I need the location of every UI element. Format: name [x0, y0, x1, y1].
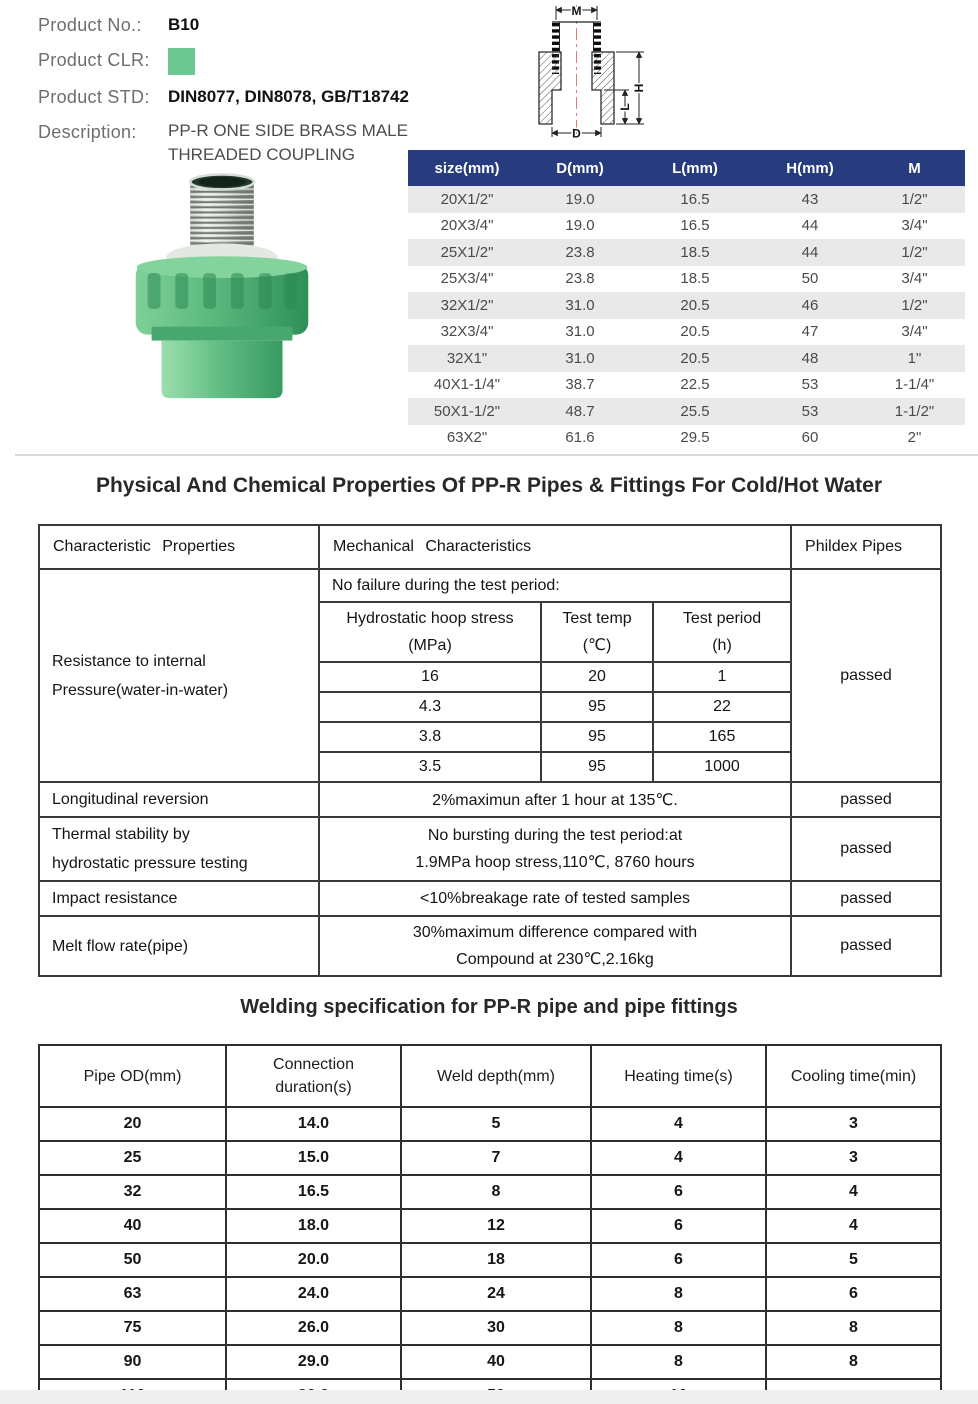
body-cylinder [162, 341, 283, 399]
row-desc: 2%maximun after 1 hour at 135℃. [319, 782, 791, 817]
subheader-line: (℃) [582, 637, 612, 654]
table-cell: 44 [801, 243, 819, 261]
properties-section-title: Physical And Chemical Properties Of PP-R Pipes & Fittings For Cold/Hot Water [95, 474, 883, 497]
header-line: Heating time(s) [624, 1067, 733, 1085]
table-cell: 30 [401, 1311, 591, 1345]
table-cell: 20X1/2" [440, 190, 494, 208]
table-cell: 32 [39, 1175, 226, 1209]
col-header-characteristic: Characteristic Properties [39, 525, 319, 569]
table-cell: 23.8 [565, 243, 595, 261]
table-row [408, 239, 965, 266]
table-cell: 8 [591, 1277, 766, 1311]
dim-label-l: L [618, 103, 632, 111]
table-cell: 50 [39, 1243, 226, 1277]
table-cell: 18.0 [226, 1209, 401, 1243]
table-cell: 32X1/2" [440, 296, 494, 314]
col-header-cooling-time [766, 1045, 941, 1107]
table-cell: 16.5 [226, 1175, 401, 1209]
table-row [39, 1345, 941, 1379]
resistance-label [39, 569, 319, 782]
page-footer-bar [0, 1390, 978, 1404]
longitudinal-row [39, 782, 941, 817]
size-table-header-row [408, 150, 965, 186]
table-cell: 44 [801, 217, 819, 235]
resistance-label-line-2: Pressure(water-in-water) [52, 681, 229, 699]
table-row [39, 1209, 941, 1243]
desc-line: 30%maximum difference compared with [412, 924, 698, 941]
table-row [39, 1277, 941, 1311]
table-cell: 1/2" [901, 296, 928, 314]
col-header-mechanical: Mechanical Characteristics [319, 525, 791, 569]
row-desc [319, 817, 791, 881]
collar-step [152, 327, 293, 341]
body-wall-right [592, 52, 614, 124]
table-cell: 31.0 [565, 349, 595, 367]
welding-table [38, 1044, 942, 1404]
table-cell: 32X1" [446, 349, 488, 367]
table-row [408, 186, 965, 213]
subheader-hoop-stress [319, 602, 541, 662]
col-header-l: L(mm) [672, 159, 718, 177]
table-cell: 23.8 [565, 270, 595, 288]
row-result: passed [791, 782, 941, 817]
table-row [408, 292, 965, 319]
table-cell: 6 [591, 1243, 766, 1277]
table-row [408, 372, 965, 399]
table-cell: 48.7 [565, 402, 595, 420]
col-header-m: M [908, 159, 921, 177]
product-no-label: Product No.: [38, 15, 142, 35]
table-cell: 19.0 [565, 190, 595, 208]
table-cell: 31.0 [565, 296, 595, 314]
row-label: Impact resistance [39, 881, 319, 916]
table-cell: 1/2" [901, 190, 928, 208]
table-cell: 63X2" [446, 429, 488, 447]
description-label: Description: [38, 122, 137, 142]
label-line: hydrostatic pressure testing [52, 855, 248, 872]
table-cell: 95 [541, 722, 653, 752]
table-cell: 15.0 [226, 1141, 401, 1175]
col-header-pipe-od [39, 1045, 226, 1107]
table-cell: 8 [401, 1175, 591, 1209]
row-desc: <10%breakage rate of tested samples [319, 881, 791, 916]
desc-line: Compound at 230℃,2.16kg [456, 951, 654, 968]
table-cell: 20X3/4" [440, 217, 494, 235]
table-row [39, 1243, 941, 1277]
table-cell: 4 [591, 1107, 766, 1141]
col-header-connection-duration [226, 1045, 401, 1107]
thermal-row [39, 817, 941, 881]
resistance-result: passed [791, 569, 941, 782]
properties-header-row [39, 525, 941, 569]
table-cell: 53 [801, 402, 819, 420]
table-row [39, 1141, 941, 1175]
description-value [168, 119, 408, 167]
table-cell: 29.0 [226, 1345, 401, 1379]
col-header-weld-depth [401, 1045, 591, 1107]
table-cell: 26.0 [226, 1311, 401, 1345]
col-header-heating-time [591, 1045, 766, 1107]
label-line: Thermal stability by [52, 826, 190, 843]
table-row [408, 213, 965, 240]
table-cell: 31.0 [565, 323, 595, 341]
table-cell: 40 [401, 1345, 591, 1379]
subheader-line: Hydrostatic hoop stress [346, 610, 514, 627]
header-line: Connection [273, 1056, 354, 1073]
table-cell: 2" [907, 429, 922, 447]
table-cell: 3 [766, 1141, 941, 1175]
table-row [408, 345, 965, 372]
resistance-label-line-1: Resistance to internal [52, 652, 206, 670]
table-cell: 18 [401, 1243, 591, 1277]
table-cell: 8 [766, 1345, 941, 1379]
table-row [408, 398, 965, 425]
table-cell: 6 [591, 1209, 766, 1243]
row-label: Melt flow rate(pipe) [39, 916, 319, 976]
product-no-row [38, 12, 508, 38]
row-desc [319, 916, 791, 976]
table-cell: 3.5 [319, 752, 541, 782]
table-cell: 53 [801, 376, 819, 394]
table-cell: 75 [39, 1311, 226, 1345]
table-row [408, 266, 965, 293]
table-cell: 25X3/4" [440, 270, 494, 288]
table-cell: 1-1/4" [894, 376, 935, 394]
product-clr-row [38, 47, 508, 75]
properties-table [38, 524, 942, 977]
resistance-condition: No failure during the test period: [319, 569, 791, 602]
row-label: Longitudinal reversion [39, 782, 319, 817]
table-cell: 43 [801, 190, 819, 208]
table-cell: 3 [766, 1107, 941, 1141]
table-cell: 6 [766, 1277, 941, 1311]
table-cell: 46 [801, 296, 819, 314]
table-cell: 19.0 [565, 217, 595, 235]
table-cell: 1" [907, 349, 922, 367]
table-cell: 1 [653, 662, 791, 692]
product-color-swatch [168, 48, 195, 75]
table-cell: 20.0 [226, 1243, 401, 1277]
table-cell: 14.0 [226, 1107, 401, 1141]
table-cell: 18.5 [680, 270, 710, 288]
dimension-diagram [516, 0, 676, 148]
welding-header-row [39, 1045, 941, 1107]
table-cell: 38.7 [565, 376, 595, 394]
knurl-slot [284, 273, 297, 309]
knurl-slot [259, 273, 272, 309]
table-cell: 4.3 [319, 692, 541, 722]
knurl-slot [203, 273, 216, 309]
table-cell: 16 [319, 662, 541, 692]
table-cell: 5 [401, 1107, 591, 1141]
subheader-line: (h) [712, 637, 732, 654]
desc-line: 1.9MPa hoop stress,110℃, 8760 hours [415, 854, 695, 871]
table-row [39, 1311, 941, 1345]
table-cell: 4 [591, 1141, 766, 1175]
product-clr-label: Product CLR: [38, 50, 150, 70]
dim-label-m: M [571, 4, 582, 18]
body-wall-left [539, 52, 561, 124]
table-cell: 22.5 [680, 376, 710, 394]
header-line: Weld depth(mm) [437, 1067, 555, 1085]
table-cell: 32X3/4" [440, 323, 494, 341]
table-row [408, 319, 965, 346]
subheader-line: (MPa) [408, 637, 452, 654]
table-cell: 8 [591, 1345, 766, 1379]
table-cell: 3/4" [901, 217, 928, 235]
table-cell: 16.5 [680, 217, 710, 235]
table-row [39, 1107, 941, 1141]
bore-hole [198, 177, 246, 187]
table-cell: 25X1/2" [440, 243, 494, 261]
table-cell: 29.5 [680, 429, 710, 447]
table-cell: 50 [801, 270, 819, 288]
product-std-value: DIN8077, DIN8078, GB/T18742 [168, 87, 409, 106]
table-cell: 40 [39, 1209, 226, 1243]
table-cell: 90 [39, 1345, 226, 1379]
row-result: passed [791, 881, 941, 916]
table-cell: 12 [401, 1209, 591, 1243]
table-cell: 1/2" [901, 243, 928, 261]
subheader-line: Test period [682, 610, 762, 627]
knurl-slot [231, 273, 244, 309]
thread-ridges [190, 186, 253, 251]
header-line: Pipe OD(mm) [83, 1067, 182, 1085]
knurl-slot [175, 273, 188, 309]
subheader-line: Test temp [562, 610, 632, 627]
desc-line: No bursting during the test period:at [427, 827, 683, 844]
table-cell: 40X1-1/4" [433, 376, 501, 394]
welding-section-title: Welding specification for PP-R pipe and pipe fittings [240, 996, 738, 1018]
impact-row [39, 881, 941, 916]
table-cell: 95 [541, 752, 653, 782]
table-cell: 20.5 [680, 349, 710, 367]
knurl-slot [148, 273, 161, 309]
table-cell: 25 [39, 1141, 226, 1175]
product-std-label: Product STD: [38, 87, 150, 107]
col-header-size: size(mm) [434, 159, 500, 177]
table-cell: 8 [591, 1311, 766, 1345]
table-cell: 50X1-1/2" [433, 402, 501, 420]
table-cell: 24.0 [226, 1277, 401, 1311]
table-cell: 95 [541, 692, 653, 722]
col-header-phildex: Phildex Pipes [791, 525, 941, 569]
table-cell: 6 [591, 1175, 766, 1209]
collar-top-bevel [137, 256, 308, 278]
table-cell: 1000 [653, 752, 791, 782]
table-cell: 3.8 [319, 722, 541, 752]
table-cell: 16.5 [680, 190, 710, 208]
table-cell: 7 [401, 1141, 591, 1175]
table-cell: 18.5 [680, 243, 710, 261]
table-cell: 47 [801, 323, 819, 341]
table-cell: 4 [766, 1175, 941, 1209]
size-table [408, 150, 965, 451]
table-cell: 8 [766, 1311, 941, 1345]
table-cell: 20 [541, 662, 653, 692]
product-no-value: B10 [168, 15, 200, 34]
resistance-condition-row [39, 569, 941, 602]
table-cell: 25.5 [680, 402, 710, 420]
table-cell: 22 [653, 692, 791, 722]
header-line: Cooling time(min) [790, 1067, 917, 1085]
subheader-test-temp [541, 602, 653, 662]
table-row [408, 425, 965, 452]
col-header-h: H(mm) [786, 159, 834, 177]
dim-label-d: D [572, 126, 581, 141]
table-cell: 1-1/2" [894, 402, 935, 420]
table-cell: 165 [653, 722, 791, 752]
dim-label-h: H [632, 83, 646, 93]
table-cell: 3/4" [901, 270, 928, 288]
subheader-test-period [653, 602, 791, 662]
table-cell: 60 [801, 429, 819, 447]
row-label [39, 817, 319, 881]
table-cell: 20 [39, 1107, 226, 1141]
product-photo [98, 170, 346, 408]
description-line-2: THREADED COUPLING [168, 145, 356, 164]
table-cell: 24 [401, 1277, 591, 1311]
header-line: duration(s) [275, 1079, 352, 1096]
product-std-row [38, 84, 508, 110]
col-header-d: D(mm) [556, 159, 604, 177]
table-row [39, 1175, 941, 1209]
row-result: passed [791, 916, 941, 976]
section-divider [15, 454, 978, 456]
table-cell: 5 [766, 1243, 941, 1277]
table-cell: 63 [39, 1277, 226, 1311]
row-result: passed [791, 817, 941, 881]
melt-flow-row [39, 916, 941, 976]
table-cell: 20.5 [680, 296, 710, 314]
table-cell: 20.5 [680, 323, 710, 341]
table-cell: 61.6 [565, 429, 595, 447]
description-line-1: PP-R ONE SIDE BRASS MALE [168, 121, 408, 140]
table-cell: 48 [801, 349, 819, 367]
table-cell: 4 [766, 1209, 941, 1243]
table-cell: 3/4" [901, 323, 928, 341]
